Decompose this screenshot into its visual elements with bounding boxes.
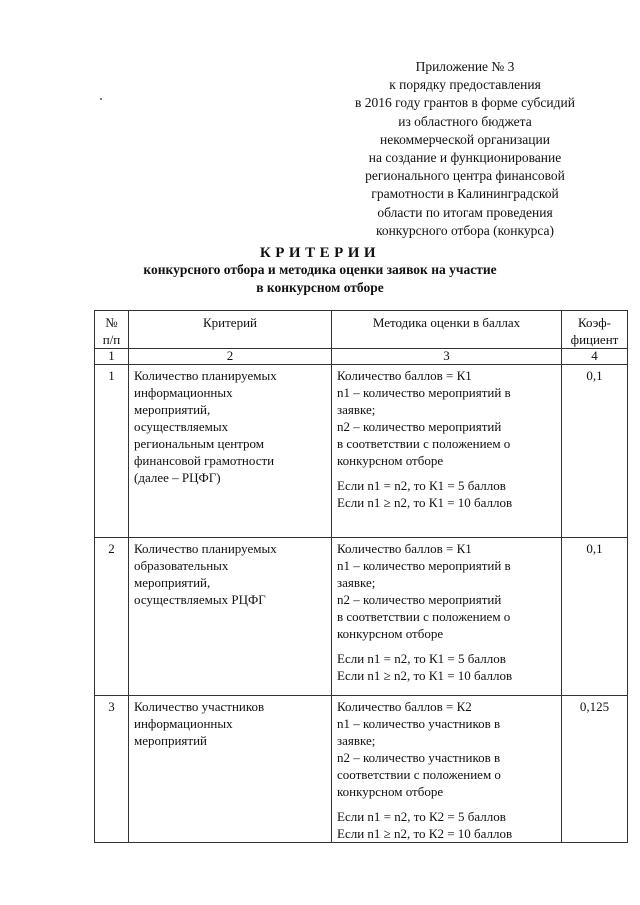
appendix-line: регионального центра финансовой xyxy=(365,168,565,184)
method-line: Количество баллов = К2 xyxy=(337,699,472,714)
method-line: n1 – количество мероприятий в xyxy=(337,385,511,400)
appendix-line: на создание и функционирование xyxy=(368,150,562,166)
appendix-line: грамотности в Калининградской xyxy=(371,186,559,202)
criterion-line: мероприятий xyxy=(134,733,207,748)
column-number: 4 xyxy=(562,349,628,365)
condition-line: Если n1 = n2, то К2 = 5 баллов xyxy=(337,809,506,824)
criterion-cell xyxy=(129,365,332,538)
appendix-line: области по итогам проведения xyxy=(377,204,553,220)
method-line: n2 – количество мероприятий xyxy=(337,592,502,607)
column-number: 3 xyxy=(332,349,562,365)
condition-line: Если n1 = n2, то К1 = 5 баллов xyxy=(337,478,506,493)
document-subtitle-line2: в конкурсном отборе xyxy=(256,280,384,295)
method-line: в соответствии с положением о xyxy=(337,609,511,624)
method-line: n1 – количество участников в xyxy=(337,716,501,731)
header-coefficient: Коэф- фициент xyxy=(562,311,628,349)
coefficient-cell: 0,1 xyxy=(562,538,628,696)
table-row xyxy=(95,365,628,538)
row-number: 2 xyxy=(95,538,129,696)
appendix-line: конкурсного отбора (конкурса) xyxy=(375,222,555,238)
column-number: 1 xyxy=(95,349,129,365)
criterion-cell xyxy=(129,696,332,843)
method-line: соответствии с положением о xyxy=(337,767,501,782)
method-line: конкурсном отборе xyxy=(337,453,444,468)
method-line: Количество баллов = К1 xyxy=(337,541,472,556)
coefficient-cell: 0,1 xyxy=(562,365,628,538)
criterion-line: (далее – РЦФГ) xyxy=(134,470,221,485)
method-line: n2 – количество участников в xyxy=(337,750,501,765)
method-line: конкурсном отборе xyxy=(337,784,444,799)
method-line: конкурсном отборе xyxy=(337,626,444,641)
method-line: Количество баллов = К1 xyxy=(337,368,472,383)
method-line: n2 – количество мероприятий xyxy=(337,419,502,434)
table-row xyxy=(95,538,628,696)
criterion-line: Количество участников xyxy=(134,699,265,714)
criterion-line: информационных xyxy=(134,385,233,400)
condition-line: Если n1 ≥ n2, то К1 = 10 баллов xyxy=(337,495,513,510)
method-line: в соответствии с положением о xyxy=(337,436,511,451)
criterion-line: образовательных xyxy=(134,558,229,573)
row-number: 1 xyxy=(95,365,129,538)
criterion-line: Количество планируемых xyxy=(134,541,277,556)
header-method: Методика оценки в баллах xyxy=(332,311,562,349)
condition-line: Если n1 = n2, то К1 = 5 баллов xyxy=(337,651,506,666)
criterion-line: информационных xyxy=(134,716,233,731)
criterion-line: финансовой грамотности xyxy=(134,453,275,468)
criterion-line: мероприятий, xyxy=(134,575,211,590)
criteria-table xyxy=(94,310,628,843)
criterion-line: осуществляемых xyxy=(134,419,229,434)
criterion-line: осуществляемых РЦФГ xyxy=(134,592,266,607)
appendix-line: к порядку предоставления xyxy=(389,77,541,93)
scan-speck xyxy=(100,98,102,100)
header-criterion: Критерий xyxy=(129,311,332,349)
column-number: 2 xyxy=(129,349,332,365)
criterion-cell xyxy=(129,538,332,696)
method-cell xyxy=(332,538,562,696)
appendix-header xyxy=(330,58,600,240)
appendix-line: Приложение № 3 xyxy=(415,59,515,74)
appendix-line: из областного бюджета xyxy=(398,113,532,129)
method-line: заявке; xyxy=(337,733,376,748)
criterion-line: Количество планируемых xyxy=(134,368,277,383)
header-number: № п/п xyxy=(95,311,129,349)
table-row xyxy=(95,696,628,843)
method-cell xyxy=(332,365,562,538)
criterion-line: мероприятий, xyxy=(134,402,211,417)
column-number-row xyxy=(95,349,628,365)
condition-line: Если n1 ≥ n2, то К2 = 10 баллов xyxy=(337,826,513,841)
appendix-line: в 2016 году грантов в форме субсидий xyxy=(355,95,575,111)
appendix-line: некоммерческой организации xyxy=(380,131,550,147)
document-subtitle-line1: конкурсного отбора и методика оценки заявок на участие xyxy=(143,262,497,277)
method-line: заявке; xyxy=(337,575,376,590)
row-number: 3 xyxy=(95,696,129,843)
criterion-line: региональным центром xyxy=(134,436,264,451)
document-title: КРИТЕРИИ xyxy=(259,245,381,261)
method-line: заявке; xyxy=(337,402,376,417)
table-header-row xyxy=(95,311,628,349)
condition-line: Если n1 ≥ n2, то К1 = 10 баллов xyxy=(337,668,513,683)
coefficient-cell: 0,125 xyxy=(562,696,628,843)
method-cell xyxy=(332,696,562,843)
method-line: n1 – количество мероприятий в xyxy=(337,558,511,573)
